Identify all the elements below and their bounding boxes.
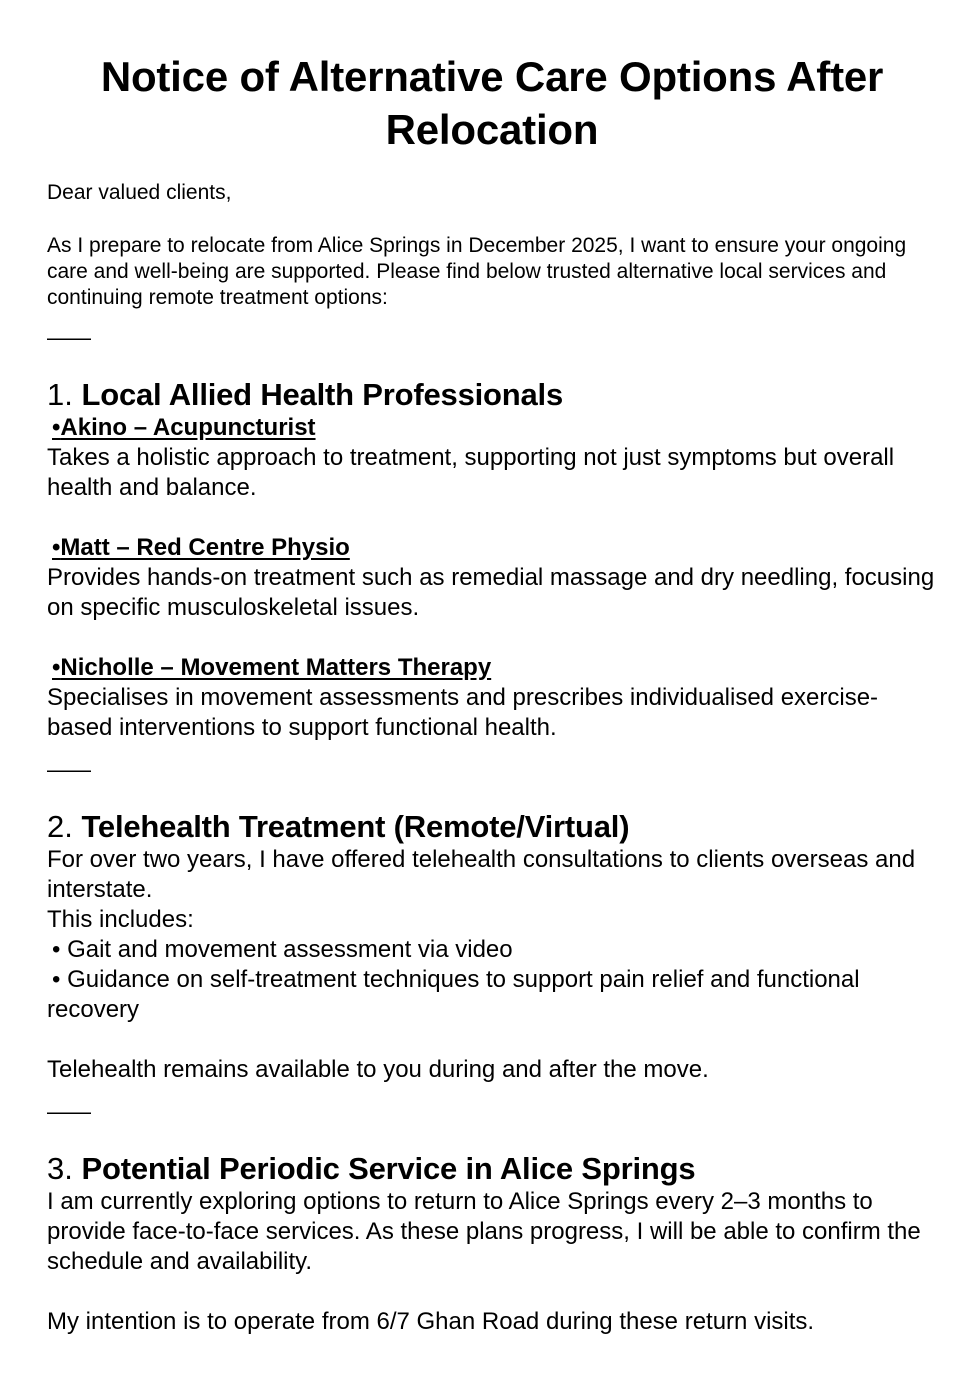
provider-label: Nicholle – Movement Matters Therapy [60, 654, 492, 681]
notice-document [47, 50, 937, 1337]
section-number: 2. [47, 809, 73, 844]
provider-description-akino: Takes a holistic approach to treatment, supporting not just symptoms but overall health and balance. [47, 444, 895, 501]
section-heading-periodic-service [47, 1151, 937, 1187]
provider-name-matt [47, 533, 937, 563]
list-item-text: Guidance on self-treatment techniques to support pain relief and functional recovery [47, 966, 860, 1023]
list-item-text: Gait and movement assessment via video [67, 936, 513, 963]
section-heading-local-professionals [47, 377, 937, 413]
intro-paragraph: As I prepare to relocate from Alice Springs in December 2025, I want to ensure your ongoing care and well-being are supported. Please find below trusted alternative local services and continuing remote treatment options: [47, 234, 907, 309]
telehealth-paragraph: For over two years, I have offered telehealth consultations to clients overseas and interstate. [47, 846, 916, 903]
list-item [47, 965, 937, 1025]
page-title: Notice of Alternative Care Options After Relocation [100, 53, 884, 153]
section-title: Potential Periodic Service in Alice Springs [81, 1151, 696, 1186]
bullet-icon: • [52, 414, 61, 441]
provider-label: Matt – Red Centre Physio [60, 534, 350, 561]
provider-name-akino [47, 413, 937, 443]
provider-name-nicholle [47, 653, 937, 683]
bullet-icon: • [52, 654, 61, 681]
telehealth-closing: Telehealth remains available to you during and after the move. [47, 1056, 709, 1083]
section-number: 3. [47, 1151, 73, 1186]
periodic-service-paragraph: I am currently exploring options to return to Alice Springs every 2–3 months to provide face-to-face services. As these plans progress, I will be able to confirm the schedule and availability. [47, 1188, 921, 1275]
bullet-icon: • [52, 966, 61, 993]
salutation: Dear valued clients, [47, 181, 232, 204]
section-divider: —— [47, 325, 91, 350]
provider-description-nicholle: Specialises in movement assessments and prescribes individualised exercise-based interventions to support functional health. [47, 684, 879, 741]
provider-label: Akino – Acupuncturist [60, 414, 316, 441]
telehealth-includes-label: This includes: [47, 906, 194, 933]
section-title: Local Allied Health Professionals [81, 377, 563, 412]
section-divider: —— [47, 757, 91, 782]
bullet-icon: • [52, 534, 61, 561]
periodic-service-closing: My intention is to operate from 6/7 Ghan Road during these return visits. [47, 1308, 815, 1335]
provider-description-matt: Provides hands-on treatment such as remedial massage and dry needling, focusing on specific musculoskeletal issues. [47, 564, 935, 621]
list-item [47, 935, 937, 965]
section-divider: —— [47, 1099, 91, 1124]
bullet-icon: • [52, 936, 61, 963]
section-heading-telehealth [47, 809, 937, 845]
section-number: 1. [47, 377, 73, 412]
section-title: Telehealth Treatment (Remote/Virtual) [81, 809, 630, 844]
